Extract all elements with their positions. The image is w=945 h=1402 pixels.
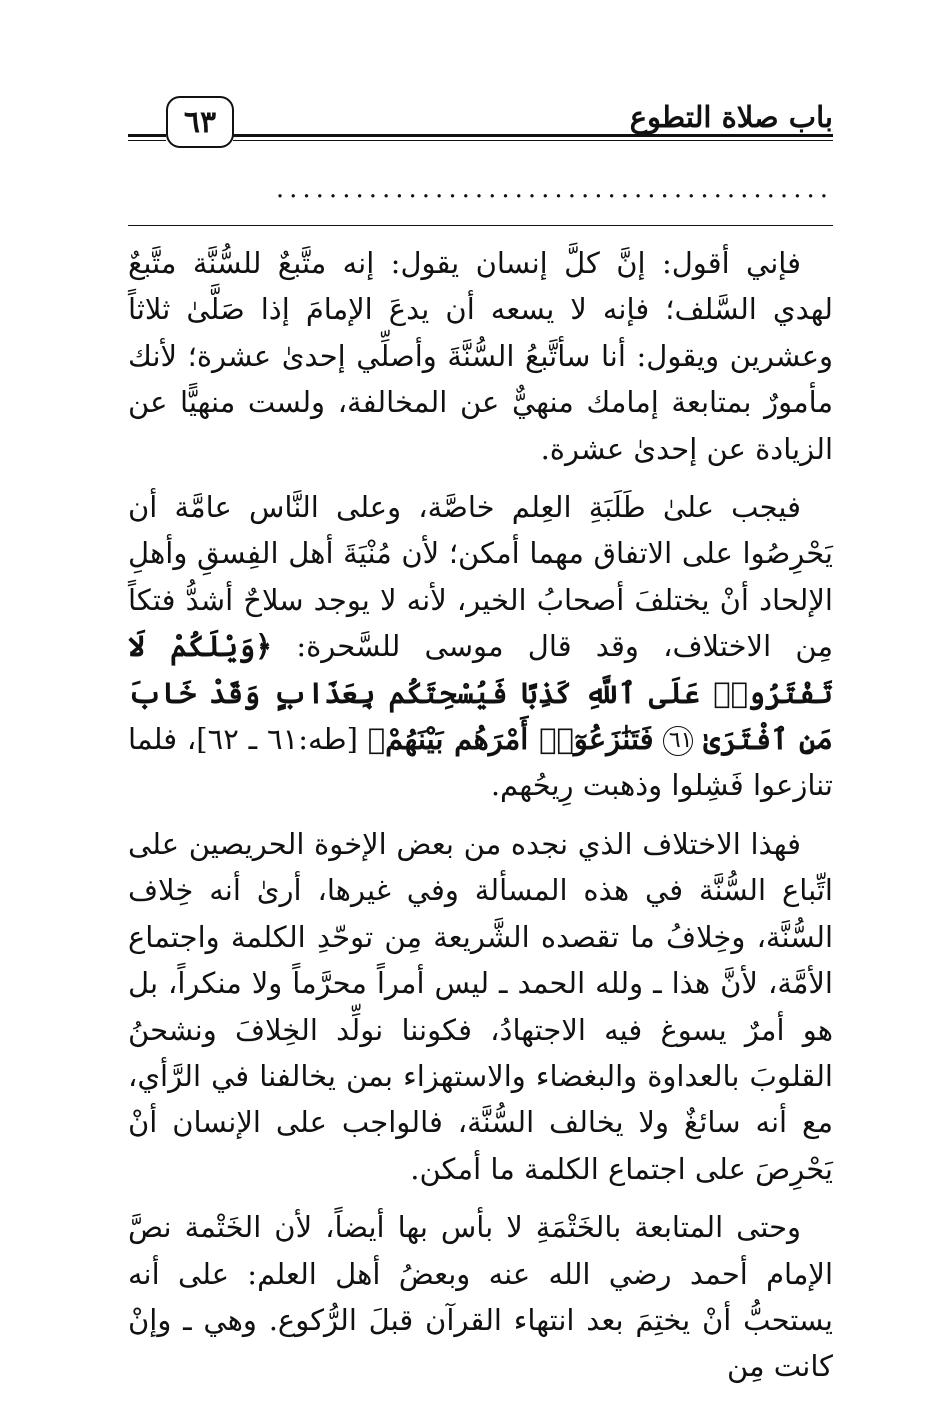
quran-verse-2: فَتَنَٰزَعُوٓا۟ أَمْرَهُم بَيْنَهُمْ﴾ xyxy=(367,722,654,757)
page-number: ٦٣ xyxy=(166,96,234,148)
ayah-number-marker: ٦١ xyxy=(663,726,693,756)
paragraph-4: وحتى المتابعة بالخَتْمَةِ لا بأس بها أيضاً، لأن الخَتْمة نصَّ الإمام أحمد رضي الله عنه وبعضُ أهل العلم: على أنه يستحبُّ أنْ يختِمَ بعد انتهاء القرآن قبلَ الرُّكوع. وهي ـ وإنْ كانت مِن xyxy=(128,1210,833,1384)
page-header xyxy=(128,92,833,152)
header-rule-left-thin xyxy=(128,140,166,141)
quran-verse-1: ﴿وَيْلَكُمْ لَا تَفْتَرُوا۟ عَلَى ٱللَّهِ كَذِبًا فَيُسْحِتَكُم بِعَذَابٍ وَقَدْ خَابَ مَنِ ٱفْتَرَىٰ xyxy=(128,629,834,757)
paragraph-3: فهذا الاختلاف الذي نجده من بعض الإخوة الحريصين على اتِّباع السُّنَّة في هذه المسألة وفي غيرها، أرىٰ أنه خِلاف السُّنَّة، وخِلافُ ما تقصده الشَّريعة مِن توحّدِ الكلمة واجتماع الأمَّة، لأنَّ هذا ـ ولله الحمد ـ ليس أمراً محرَّماً ولا منكراً، بل هو أمرٌ يسوغ فيه الاجتهادُ، فكوننا نولِّد الخِلافَ ونشحنُ القلوبَ بالعداوة والبغضاء والاستهزاء بمن يخالفنا في الرَّأي، مع أنه سائغٌ ولا يخالف السُّنَّة، فالواجب على الإنسان أنْ يَحْرِصَ على اجتماع الكلمة ما أمكن. xyxy=(128,826,833,1186)
paragraph-2-text-a: فيجب علىٰ طَلَبَةِ العِلم خاصَّة، وعلى النَّاس عامَّة أن يَحْرِصُوا على الاتفاق مهما أمكن؛ لأن مُنْيَةَ أهل الفِسقِ وأهلِ الإلحاد أنْ يختلفَ أصحابُ الخير، لأنه لا يوجد سلاحٌ أشدُّ فتكاً مِن الاختلاف، وقد قال موسى للسَّحرة: xyxy=(128,490,833,664)
header-rule-thin xyxy=(233,140,833,141)
separator-line xyxy=(128,225,833,226)
body-text xyxy=(128,240,833,1402)
header-rule-thick xyxy=(233,134,833,137)
chapter-title: باب صلاة التطوع xyxy=(629,100,833,134)
dotted-divider: .......................................... xyxy=(275,175,833,203)
paragraph-1: فإني أقول: إنَّ كلَّ إنسان يقول: إنه متَّبعٌ للسُّنَّة متَّبعٌ لهدي السَّلف؛ فإنه لا يسعه أن يدعَ الإمامَ إذا صَلَّىٰ ثلاثاً وعشرين ويقول: أنا سأتَّبعُ السُّنَّةَ وأصلِّي إحدىٰ عشرة؛ لأنك مأمورٌ بمتابعة إمامك منهيٌّ عن المخالفة، ولست منهيًّا عن الزيادة عن إحدىٰ عشرة. xyxy=(128,246,833,466)
paragraph-2-text-b: [طه:٦١ ـ ٦٢]، فلما تنازعوا فَشِلوا وذهبت رِيحُهم. xyxy=(128,722,833,803)
paragraph-2 xyxy=(128,484,833,809)
header-rule-left-thick xyxy=(128,134,166,137)
